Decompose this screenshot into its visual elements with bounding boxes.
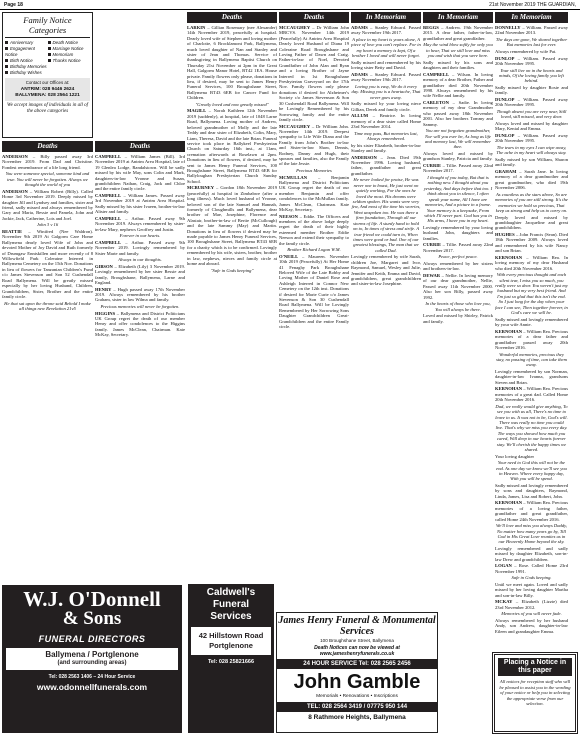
notice-entry: A place in my heart is yours alone, A piece of love you can't replace. For in my heart a memory is kept, Of a brother I loved and will never forget. bbox=[351, 37, 421, 59]
notice-entry bbox=[95, 240, 185, 256]
notice-text: – Norah Kathleen 12th November 2019 (suddenly), at hospital, late of 1048 Larne Road, Ballymena. Loving mother of Andrew, beloved grandmother of Molly and the late Teddy and dear sister of Elizabeth, Colin, Mary, Liam, Theresa, David and the late Brian. Funeral service took place in Ballykeel Presbyterian Church on Saturday 16th inst., at 11am, cremation afterwards at Roselawn at 2pm. Donations in lieu of flowers, if desired, may be sent to James Henry Funeral Services, 100 Broughshane Street, Ballymena BT43 6EB for Ballyloughan Presbyterian Church Sunday School. bbox=[187, 108, 277, 184]
notice-entry bbox=[279, 214, 349, 246]
notice-entry bbox=[95, 311, 185, 338]
square-bullet-icon bbox=[48, 53, 51, 56]
ballymena-label: BALLYMENA: bbox=[15, 93, 47, 98]
notice-text: Your loving daughter bbox=[495, 453, 535, 459]
family-notice-categories-box bbox=[2, 12, 93, 138]
square-bullet-icon bbox=[48, 41, 51, 44]
caldwell-funeral-ad bbox=[188, 584, 274, 733]
notice-name: LOGAN bbox=[495, 563, 512, 569]
notice-entry: Time may pass, But memories last, Always remembered. bbox=[354, 130, 418, 142]
notice-name: ALLUM bbox=[351, 113, 369, 119]
notice-entry bbox=[495, 454, 568, 459]
notice-text: Lovingly remembered by your loving husband John, daughters and families. bbox=[423, 224, 493, 241]
page-header bbox=[0, 0, 580, 10]
notice-name: HENRY bbox=[95, 286, 112, 292]
notice-entry bbox=[495, 483, 568, 499]
notice-entry bbox=[495, 49, 568, 54]
notice-text: – Dr William John. November 14th 2019. Deepest sympathy to Life Wife Diana and the Family from John's Brother in-law and Sister-in-law Shaw, Dennis, Rodney, Danny and Hugh, their spouses and families, also the Family of the late Jessie. bbox=[279, 123, 349, 167]
notice-entry bbox=[495, 25, 568, 36]
ad-name: Caldwell's Funeral Services bbox=[206, 587, 256, 622]
notice-text: – William. Passed away 22nd November 2013. bbox=[495, 25, 568, 36]
notice-name: DONNELLY bbox=[495, 25, 521, 30]
category-item bbox=[5, 46, 48, 58]
notice-text: Always remembered by her husband Andy, son Andrew, daughter-in-law Eileen and grandaughter Emma. bbox=[495, 618, 568, 634]
notice-name: KERNOHAN bbox=[495, 500, 523, 506]
gamble-address: 8 Rathmore Heights, Ballymena bbox=[308, 714, 406, 721]
notice-text: Always remembered by her sisters and brothers-in-law. bbox=[423, 260, 493, 272]
issue-date: 21st November 2019 THE GUARDIAN, bbox=[489, 1, 576, 8]
placing-title: Placing a Notice in this paper bbox=[498, 658, 572, 676]
notice-name: KERNOHAN bbox=[495, 386, 523, 392]
notice-text: – Stanley Edward. Passed away November 19th 2017. bbox=[351, 71, 421, 83]
john-gamble-name: John Gamble bbox=[293, 671, 421, 693]
antrim-label: ANTRIM: bbox=[20, 86, 41, 92]
antrim-phone: 028 9446 2624 bbox=[42, 86, 75, 92]
notice-entry bbox=[351, 143, 421, 154]
ad-address: 100 Broughshane Street, Ballymena bbox=[320, 638, 394, 643]
notice-name: HIGGINS bbox=[95, 310, 116, 316]
notice-entry bbox=[95, 264, 185, 286]
notice-entry bbox=[279, 25, 349, 122]
memorial-categories: Memorials • Renovations • Inscriptions bbox=[316, 694, 398, 699]
notice-name: CAMPBELL bbox=[95, 154, 122, 159]
notice-entry bbox=[351, 101, 421, 112]
notice-entry bbox=[351, 25, 421, 36]
notice-text: – William James. Passed away 3rd November 2019 at Antrim Area Hospital. Sadly missed by his sister Ivaeen, brother-in-law Alister and family. bbox=[95, 193, 185, 215]
notice-entry: Dad, we really would give anything, To see you with us all, There's no time to leave to us. It was not to be, God's will. There was really no time you could live. That's why we miss you every day. The ways you showed how much you cared, Will deep in our hearts forever stay. We'll cherish the happy times we shared. bbox=[495, 403, 568, 452]
notice-entry bbox=[279, 254, 349, 330]
category-item bbox=[5, 70, 48, 76]
notice-entry: We'll love and miss you always Daddy, No matter how many years go by, Till God in His Great Love reunites us in our Heavenly Home beyond the sky. bbox=[495, 523, 568, 545]
notice-entry bbox=[351, 60, 421, 71]
ad-phone: Tel: 028 25821666 bbox=[207, 659, 255, 665]
notice-text: – Dr William John MRCVS. November 14th 2019 (Peacefully) At Antrim Area Hospital Dearly loved Husband of Diana 19 Coleraine Road Broughshane and Loving Father of Dawn and Craig. Father-in-law of Noel, Devoted Grandfather of John Alan and Ryan and a loving Brother of Jayne Interred in 1st Broughshane Presbyterian Graveyard on the 17th Nov. Family flowers only please donations if desired for Alzheimer's Society c/o James Stevenson & Son 30 Cushendall Road Ballymena. Will be Lovingly Remembered by his Sorrowing family and the entire family circle. bbox=[279, 25, 349, 122]
notice-text: – Andrew. 19th November 2015. A dear father, father-in-law, grandfather and great grandfather. bbox=[423, 25, 493, 41]
notice-entry: With every precious thought and each silent tear, I miss you so much, you really were so dear. You weren't just my husband but my very best friend. And I'm just so glad that this isn't the end. So I just long for the day when your face I can see, Then together forever, in God's care we will be. bbox=[495, 272, 568, 316]
memoriam-heading: In Memoriam bbox=[351, 12, 421, 23]
notice-text: – Arthur. Passed away 9th November 2019. Lovingly remembered by Sister Marie and family. bbox=[95, 239, 185, 256]
locations-text: Ballymena / Portglenone bbox=[45, 650, 139, 659]
category-label: Birthday Wishes bbox=[10, 70, 42, 75]
memoriam-column-1 bbox=[351, 12, 421, 610]
notice-name: BEATTIE bbox=[2, 229, 23, 235]
notice-entry: Your need to God this will not be the end. As one day we know we'll see you in Heaven. Where every happy day, With you will be spend. bbox=[496, 460, 567, 482]
category-item bbox=[48, 58, 91, 64]
notice-text: Sadly missed and remembered by his loving sister Betty and David. bbox=[351, 59, 421, 71]
notice-name: CARLETON bbox=[423, 100, 449, 106]
deaths-column-2 bbox=[95, 141, 185, 581]
notice-entry bbox=[351, 113, 421, 129]
notice-entry: Though absent you are very near, Still loved, still missed, and very dear. bbox=[496, 109, 567, 120]
notice-entry bbox=[495, 599, 568, 610]
notice-entry bbox=[495, 255, 568, 271]
category-label: Birthday Memories bbox=[10, 64, 47, 69]
page-number: Page 18 bbox=[4, 1, 23, 8]
notice-entry bbox=[495, 232, 568, 254]
notice-text: – William Rea. Precious memories of a loving father, grandfather and great grandfather, called Home 24th November 2016. bbox=[495, 500, 568, 522]
deaths-heading: Deaths bbox=[2, 141, 93, 152]
notice-name: ANDERSON bbox=[2, 188, 28, 194]
ad-address: 42 Hillstown Road Portglenone bbox=[191, 627, 271, 655]
contact-panel bbox=[5, 78, 90, 101]
ad-notices: Death Notices can now be viewed at www.jameshenryfunerals.co.uk bbox=[314, 645, 400, 657]
notice-name: ANDERSON bbox=[2, 154, 28, 159]
deaths-column-4 bbox=[279, 12, 349, 610]
notice-entry bbox=[187, 25, 277, 101]
notice-entry: Wonderful memories, precious they stay, no passing of time, can take them away. bbox=[496, 351, 567, 368]
notice-entry: Your still live on in the hearts and minds, Of the loving family you left behind. bbox=[499, 67, 564, 84]
notice-entry: The days are gone, We shared together But memories last for ever. bbox=[495, 37, 568, 48]
notice-text: Sadly missed and lovingly remembered by your wife Annie. bbox=[495, 316, 568, 328]
notice-text: Loved and missed by Shirley, Patrick and family. bbox=[423, 313, 493, 324]
notice-name: DUNLOP bbox=[495, 55, 515, 61]
notice-text: – Beatrice. In loving memory of a dear sister called Home 23rd November 2014. bbox=[351, 113, 421, 130]
notice-text: – William. Passed away 20th November 1995. bbox=[495, 133, 568, 144]
notice-text: – Maureen. November 10th 2019 (Peacefully) At Her Home 41 Fenaghy Park Broughshane Beloved Wife of the Late Bobby and Loving Mother of Daniel Rose and Ashleigh Interred in Connor New Cemetery on the 12th inst. Donations if desired for Marie Curie c/o James Stevenson & Son 30 Cushendall Road Ballymena. Will be Lovingly Remembered by Her Sorrowing Sons Daughter Grandchildren Great-Grandchildren and the entire Family circle. bbox=[279, 253, 349, 330]
notice-text: Always loved and missed by daughter Mary, Kenial and Emma. bbox=[495, 121, 568, 132]
box-title: Family Notice Categories bbox=[5, 15, 90, 38]
notice-text: – Jean. Died 19th November 1996. Loving husband, father, grandfather and great grandfather. bbox=[351, 154, 421, 176]
notice-entry bbox=[495, 546, 568, 562]
ad-locations bbox=[6, 648, 178, 670]
notice-entry bbox=[495, 563, 568, 574]
notice-entry: Always in our thoughts. bbox=[118, 257, 162, 263]
notice-text: Always remembered by wife Pat. bbox=[495, 49, 557, 54]
notice-text: – William. Passed away 20th November 1995. bbox=[495, 97, 568, 108]
ad-name: James Henry Funeral & Monumental Services bbox=[278, 615, 436, 637]
notice-entry: I thought of you today, But that is nothing new. I thought about you yesterday, And days before that too. I think about you in silence, I often speak your name, All I have are memories, And a picture in a frame. Your memory is a keepsake, From which I'll never part. God has you in His arms, I have you in my heart. bbox=[423, 175, 493, 224]
notice-name: BEGGS bbox=[423, 25, 439, 30]
notice-entry bbox=[423, 151, 493, 162]
notice-text: – William Rea. In loving memory of my dear Husband who died 20th November 2016. bbox=[495, 254, 568, 271]
ad-name: W.J. O'Donnell bbox=[23, 587, 161, 611]
notice-name: CAMPBELL bbox=[95, 239, 122, 245]
notice-text: Until we meet again. Loved and sadly missed by her loving daughter Martha and son-in-law Billy. bbox=[495, 582, 568, 598]
notice-text: – Sarah Jane. In loving memory of a dear grandmother and great grandmother, who died 19th November 2006. bbox=[495, 169, 568, 191]
category-label: Death Notice bbox=[52, 40, 78, 45]
notice-entry bbox=[351, 72, 421, 83]
deaths-column-1 bbox=[2, 141, 93, 581]
notice-entry bbox=[495, 133, 568, 144]
notice-name: HUGHES bbox=[495, 232, 515, 238]
category-column-right bbox=[48, 40, 91, 76]
notice-entry bbox=[495, 369, 568, 385]
notice-entry: Precious memories will never be forgotten. bbox=[100, 304, 180, 310]
notice-name: MCBURNEY bbox=[187, 185, 215, 191]
notice-name: GIBSON bbox=[95, 263, 113, 269]
notice-text: Sadly missed by son William, Sharon and family. bbox=[495, 157, 568, 168]
notice-name: CURRIE bbox=[423, 242, 442, 248]
notice-entry bbox=[95, 193, 185, 215]
notice-entry bbox=[423, 60, 493, 71]
notice-entry bbox=[423, 313, 493, 324]
notice-entry bbox=[2, 189, 93, 221]
notice-text: – Gordon 18th November 2019 (peacefully) at hospital in Zimbabwe (after a long illness). Much loved husband of Yvonne, beloved son of the late Samuel and Hannah, formerly of Cloughmills and Ballymena, dear brother of Mae, Josephine, Florence and Alastair, brother-in-law of Bertie (McCullough) and the late Sammy (May) and Martin. Donations in lieu of flowers if desired may be made payable to James Henry Funeral Services, 100 Broughshane Street, Ballymena BT43 6EB for a charity which is to be confirmed. Lovingly remembered by his wife, sisters, brother, brother in law, nephews, nieces and family circle at home and abroad. bbox=[187, 185, 277, 267]
category-label: Engagement Notice bbox=[5, 46, 35, 57]
category-column-left bbox=[5, 40, 48, 76]
notice-text: Lovingly remembered by son Norman, daughter-in-law Ivanna, grandsons Steven and Brian. bbox=[495, 368, 568, 385]
notice-text: – Gillian Rosemary (nee Alexander) 14th November 2019, peacefully at hospital. Dearly loved wife of Stephen and loving mother of Charlotte, 6 Brocklamont Park, Ballymena, much loved daughter of Nan and Stanley and sister of Jean and Thomas. Service of thanksgiving in Ballymena Baptist Church on Thursday 21st November at 2pm in the Great Hall, Galgorm Manor Hotel, BT42 1EA. House private. Family flowers only please, donations in lieu, if desired, may be sent to James Henry Funeral Services, 100 Broughshane Street, Ballymena BT43 6EB for Cancer Fund for Children. bbox=[187, 25, 277, 101]
notice-name: DUNLOP bbox=[495, 97, 515, 102]
deaths-heading: Deaths bbox=[279, 12, 349, 23]
notice-entry bbox=[495, 500, 568, 522]
notice-text: – Nellie. In loving memory of our dear grandmother, Nellie, Passed away 11th November 2000. Also her son Billy, passed away 1992. bbox=[423, 272, 493, 300]
notice-text: – William Rea. Precious memories of a dear father and grandfather passed away 20th November 2016. bbox=[495, 328, 568, 350]
notice-entry bbox=[423, 273, 493, 300]
deaths-heading: Deaths bbox=[95, 141, 185, 152]
notice-entry bbox=[423, 225, 493, 241]
images-note: We accept images of individuals in all of the above categories bbox=[6, 102, 89, 114]
square-bullet-icon bbox=[5, 71, 8, 74]
notice-entry: As countless as the stars above, So are memories of you are still strong. It's the memories we hold so precious, That keep us strong and help us to carry on. bbox=[495, 191, 568, 214]
notice-name: MCMULLAN bbox=[279, 174, 308, 180]
notice-entry bbox=[495, 582, 568, 598]
notice-text: – Winifred (Nee Waldron). November 9th 2019 At Galgorm Care Home Ballymena dearly loved Wife of John and devoted Mother of Joy David and Ruth formerly of Drumgaw Enniskillen and more recently of 8 Willowfield Park Coleraine Interred in Ballymena Cemetery on the 15th Nov. Donations in lieu of flowers for Tanzanian Children's Fund c/o James Stevenson and Son 52 Cushendall Road Ballymena. Will be greatly missed especially by her loving Husband, Children, Grandchildren, Sister, Brother and the entire family circle. bbox=[2, 229, 93, 299]
notice-entry: Loving you is easy, We do it every day. Missing you is a heartache, That never goes away. bbox=[351, 83, 421, 100]
notice-text: – Sadie. In loving memory of my dear Grandmother who passed away 18th November 2001. Also her brothers Tommy and Sammy. bbox=[423, 100, 493, 127]
notice-text: Sadly missed and lovingly remembered by sons and daughters, Raymond, Linda, James, Lisa and Robert, John. bbox=[495, 482, 568, 499]
notice-text: Lovingly remembered and sadly missed by daughter Elizabeth, son-in-law Drew and grandchildren. bbox=[495, 546, 568, 562]
notice-entry: May the wind blow softly for only you to hear, That we still love and miss you and wish that you were here. bbox=[423, 42, 493, 59]
notice-name: ADAMS bbox=[351, 71, 368, 77]
notice-text: – Tillie. Passed away 22nd November 2017. bbox=[423, 242, 493, 253]
notice-entry: "Greatly loved and now greatly missed" bbox=[195, 101, 269, 107]
notice-text: Always loved and missed by grandson Stanley, Patricia and family. bbox=[423, 151, 493, 162]
category-label: Birth Notice bbox=[10, 58, 33, 63]
notice-text: – Elizabeth (Lily) 3 November 2019. Lovingly remembered by her sister Ressie and family, Broughshane, Ballymena, Larne and England. bbox=[95, 263, 185, 286]
square-bullet-icon bbox=[5, 47, 8, 50]
placing-text: All notices for reception staff who will be pleased to assist you in the wording of your notice or help you in selecting the appropriate verse from our selection. bbox=[499, 679, 571, 706]
notice-name: DUNLOP bbox=[495, 133, 515, 138]
notice-entry bbox=[423, 100, 493, 127]
notice-text: by his sister Elizabeth, brother-in-law Stanley and family. bbox=[351, 142, 421, 154]
notice-name: CAMPBELL bbox=[95, 215, 122, 221]
notice-entry: Safe in Gods keeping. bbox=[511, 575, 552, 581]
notice-name: MCCAUGHEY bbox=[279, 25, 311, 30]
notice-text: – Hugh passed away 17th November 2019. Always remembered by his brother Graham, sister in law Wilma and family. bbox=[95, 286, 185, 303]
notice-text: – John Francis (Sean). Died 18th November 2009. Always loved and remembered by his wife Nancy and son Brian. bbox=[495, 232, 568, 254]
notice-entry: "Safe in Gods keeping" bbox=[210, 267, 254, 273]
notice-name: MCCAUGHEY bbox=[279, 123, 311, 129]
square-bullet-icon bbox=[5, 41, 8, 44]
notice-name: CAMPBELL bbox=[423, 71, 450, 77]
placing-notice-box bbox=[492, 652, 578, 734]
notice-text: – Elizabeth (Lizzie) died 23rd November 2012. bbox=[495, 599, 568, 610]
notice-entry: You are not forgotten grandmother, Nor will you ever be, As long as life and memory last, We will remember thee. bbox=[424, 128, 491, 150]
notice-entry bbox=[495, 56, 568, 67]
notice-entry bbox=[495, 85, 568, 96]
notice-entry bbox=[187, 108, 277, 184]
category-label: Thanks Notice bbox=[52, 58, 81, 63]
notice-entry: In the hearts of those who love you, You will always be there. bbox=[425, 301, 491, 312]
notice-entry bbox=[495, 386, 568, 402]
category-list bbox=[5, 40, 90, 76]
memoriam-heading: In Memoriam bbox=[423, 12, 493, 23]
category-label: Anniversary bbox=[10, 40, 34, 45]
category-label: Marriage Notice bbox=[52, 46, 84, 51]
notice-text: – William Robert (Billy). Called Home 3rd November 2019. Deeply missed by daughter Jill and Lyndsey and families, sister and friend, sadly missed and always remembered by Gary and Maria, Bessie and Pamela, John and Jackie, Jack, Catherine, Lois and Joel. bbox=[2, 188, 93, 221]
notice-entry bbox=[95, 154, 185, 192]
deaths-heading: Deaths bbox=[187, 12, 277, 23]
notice-text: – Stanley Edward. Passed away November 19th 2017. bbox=[351, 25, 421, 36]
notice-name: CAMPBELL bbox=[95, 193, 122, 199]
notice-entry bbox=[495, 97, 568, 108]
notice-entry bbox=[95, 216, 185, 232]
ballymena-phone: 028 2564 1221 bbox=[47, 93, 80, 98]
notice-entry bbox=[2, 154, 93, 170]
notice-entry bbox=[495, 215, 568, 231]
category-label: Memoriam bbox=[52, 52, 74, 57]
notice-entry bbox=[423, 163, 493, 174]
notice-text: – William. Passed away 20th November 1995. bbox=[495, 55, 568, 66]
square-bullet-icon bbox=[48, 47, 51, 50]
notice-text: Deeply loved and missed by granddaughter Jacqueline and great grandchildren. bbox=[495, 214, 568, 231]
notice-entry bbox=[351, 254, 421, 286]
contact-heading: Contact our Offices at: bbox=[25, 80, 70, 85]
notice-entry bbox=[2, 229, 93, 299]
notice-name: ANDERSON bbox=[351, 154, 377, 160]
notice-text: Lovingly remembered by wife Sarah, children Joe, Margaret and Ivor, Raymond, Samuel, Wesley and Julie, Jennifer and Keith, Emma and David, grandchildren, great grandchildren and sister-in-law Josephine. bbox=[351, 254, 421, 287]
notice-name: ADAMS bbox=[351, 25, 368, 30]
notice-entry: Peace, perfect peace. bbox=[438, 254, 478, 260]
gamble-phone: TEL: 028 2564 3419 / 07775 950 144 bbox=[277, 702, 437, 712]
notice-entry bbox=[423, 242, 493, 253]
square-bullet-icon bbox=[5, 59, 8, 62]
notice-name: GRAHAM bbox=[495, 169, 517, 174]
notice-entry bbox=[423, 25, 493, 41]
notice-entry bbox=[495, 329, 568, 351]
areas-text: (and surrounding areas) bbox=[57, 660, 127, 666]
notice-text: – Billy passed away 3rd November 2019. From Dad and Christine. Fondest remembrance of a life long friend. bbox=[2, 154, 93, 170]
notice-name: KERNOHAN bbox=[495, 254, 523, 260]
notice-name: KERNOHAN bbox=[495, 328, 523, 334]
memoriam-heading: In Memoriam bbox=[495, 12, 568, 23]
james-henry-ad bbox=[276, 612, 438, 733]
notice-name: NEESON bbox=[279, 213, 298, 219]
notice-text: – Wilson. In loving memory of a dear Brother, Father and grandfather died 20th November 1998. Always remembered by his wife Nellie and family. bbox=[423, 71, 493, 99]
notice-text: – Ballymena and District Politicians UK Group regret the death of our member Henry and offer condolences to the Higgins family. James McClean, Chairman. Kate McKay, Secretary. bbox=[95, 310, 185, 338]
notice-name: DEWAR bbox=[423, 272, 441, 278]
ad-name-sons: & Sons bbox=[62, 608, 122, 629]
notice-entry bbox=[423, 72, 493, 99]
notice-entry bbox=[95, 287, 185, 303]
ad-phone: Tel: 028 2563 1406 – 24 Hour Service bbox=[48, 674, 136, 680]
notice-entry: Precious Memories bbox=[296, 167, 332, 173]
notice-text: – Benjamin Ballymena and District Politicians UK Group regret the death of our member Benjamin and offer condolences to the McMullan family. James McClean, Chairman. Kate McKay, Secretary. bbox=[279, 174, 349, 212]
notice-entry: You were someone special, someone kind and true. You will never be forgotten. Always we thought the world of you bbox=[5, 171, 90, 188]
notice-entry bbox=[495, 157, 568, 168]
deaths-column-3 bbox=[187, 12, 277, 582]
notice-text: – William James (Bill). 3rd November 2019 at Antrim Area Hospital, late of 19 Glenlea Lodge, Randalstown. Will be sadly missed by his wife May, sons Colin and Mark, daughters-in-law Yvonne and Susan, grandchildren Nathan, Craig, Jack and Chloe and the entire family circle. bbox=[95, 154, 185, 192]
notice-entry: Forever in our hearts. bbox=[119, 233, 161, 239]
notice-entry: The tears in my eyes I can wipe away, The ache in my heart will always stay. bbox=[496, 145, 567, 156]
notice-text: Sadly missed by your loving niece Gillian, Derek and family circle. bbox=[351, 101, 421, 112]
notice-entry bbox=[495, 317, 568, 328]
notice-name: MCKAY bbox=[495, 599, 513, 605]
notice-text: – Eddie. The Officers and members of the above lodge deeply regret the death of their highly esteemed member Brother Eddie Neeson and extend their sympathy to the family circle. bbox=[279, 213, 349, 246]
ad-subtitle: FUNERAL DIRECTORS bbox=[38, 634, 146, 644]
notice-entry bbox=[495, 169, 568, 191]
notice-entry: Brother Richard Logan W.M. bbox=[287, 247, 341, 253]
notice-name: O'NEILL bbox=[279, 253, 299, 259]
notice-text: – William Rea. Precious memories of a great dad. Called Home 20th November 2016. bbox=[495, 386, 568, 403]
memoriam-column-3 bbox=[495, 12, 568, 734]
ad-website: www.odonnellfunerals.com bbox=[36, 682, 148, 692]
notice-entry bbox=[495, 618, 568, 634]
notice-entry: John 3 v 16 bbox=[36, 222, 59, 228]
notice-entry bbox=[423, 261, 493, 272]
notice-entry: Memories of you will never fade. bbox=[501, 611, 562, 617]
notice-text: Sadly missed by daughter Rosie and family. bbox=[495, 85, 568, 96]
notice-name: CURRIE bbox=[423, 163, 442, 169]
notice-entry bbox=[279, 175, 349, 213]
notice-entry bbox=[351, 155, 421, 177]
notice-name: MAGILL bbox=[187, 108, 207, 114]
notice-text: – Arthur. Passed away 9th November 2019. Always remembered by sister-in-law Mary, nephews Geoffrey and Justin. bbox=[95, 215, 185, 232]
notice-text: – Rose. Called Home 23rd November 1991. bbox=[495, 563, 568, 574]
notice-name: LARKIN bbox=[187, 25, 206, 30]
ad-service: 24 HOUR SERVICE Tel: 028 2565 2456 bbox=[277, 659, 437, 669]
notice-entry: He that sat upon the throne said Behold I make all things new Revelation 21v5 bbox=[4, 300, 91, 311]
odonnell-funeral-ad bbox=[2, 585, 182, 733]
notice-text: – Tillie. Passed away 22nd November 2017. bbox=[423, 163, 493, 174]
square-bullet-icon bbox=[48, 59, 51, 62]
notice-entry bbox=[279, 124, 349, 167]
notice-entry bbox=[187, 185, 277, 266]
notice-entry bbox=[495, 121, 568, 132]
notice-text: Sadly missed by his sons and daughters and their families. bbox=[423, 59, 493, 71]
square-bullet-icon bbox=[5, 65, 8, 68]
notice-entry: He never looked for praise, He was never one to boast, He just went on quietly working, For the ones he loved the most. His dreams were seldom spoken. His wants were very few, And most of the time his worries, Went unspoken too. He was there a firm foundation, Through all our storms of life. A sturdy hand to hold on to, In times of stress and strife. A true friend we could turn to, When times were good or bad. One of our greatest blessings, The man that we called Dad. bbox=[351, 177, 421, 253]
